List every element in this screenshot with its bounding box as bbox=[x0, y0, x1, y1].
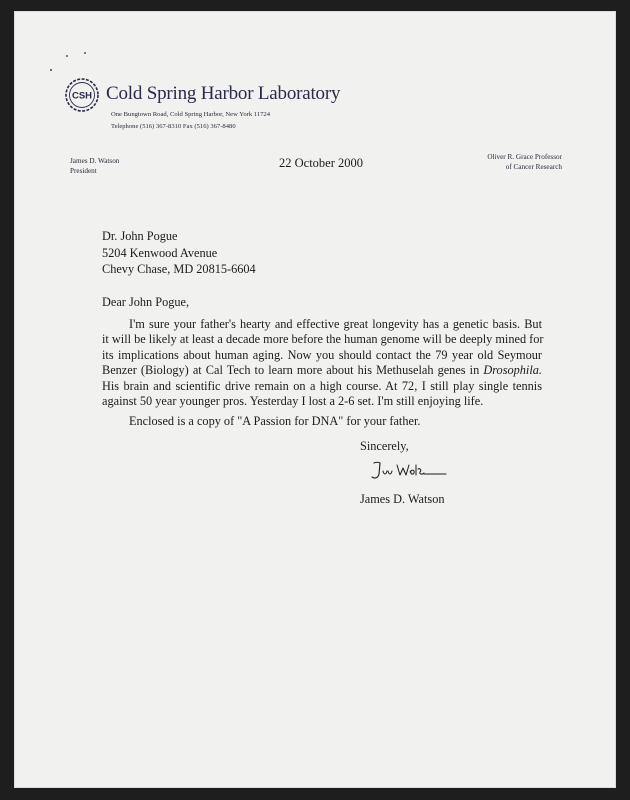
body-line: against 50 year younger pros. Yesterday I lost a 2-6 set. I'm still enjoying life. bbox=[102, 394, 484, 409]
professorship-block bbox=[487, 152, 562, 172]
body-line: I'm sure your father's hearty and effective great longevity has a genetic basis. But bbox=[129, 317, 542, 331]
letter-date: 22 October 2000 bbox=[279, 156, 364, 170]
letter-page bbox=[14, 11, 616, 788]
paper-speck bbox=[84, 52, 86, 54]
organization-name: Cold Spring Harbor Laboratory bbox=[106, 83, 341, 104]
professorship-line-2: of Cancer Research bbox=[505, 163, 562, 171]
recipient-city: Chevy Chase, MD 20815-6604 bbox=[102, 262, 256, 276]
body-paragraph bbox=[102, 317, 542, 409]
professorship-line-1: Oliver R. Grace Professor bbox=[487, 153, 562, 161]
italic-species-name: Drosophila. bbox=[483, 363, 542, 378]
body-line: its implications about human aging. Now you should contact the 79 year old Seymour bbox=[102, 347, 542, 362]
body-line: it will be likely at least a decade more before the human genome will be deeply mined for bbox=[102, 332, 544, 347]
body-line: His brain and scientific drive remain on a high course. At 72, I still play single tennis bbox=[102, 378, 542, 393]
paper-speck bbox=[66, 55, 68, 57]
recipient-name: Dr. John Pogue bbox=[102, 229, 178, 243]
sender-name: James D. Watson bbox=[70, 157, 120, 165]
logo-text: CSH bbox=[71, 90, 93, 102]
handwritten-signature bbox=[370, 459, 450, 481]
enclosure-note: Enclosed is a copy of "A Passion for DNA" for your father. bbox=[129, 414, 421, 428]
organization-address: One Bungtown Road, Cold Spring Harbor, New York 11724 bbox=[111, 111, 271, 118]
organization-telephone: Telephone (516) 367-8310 Fax (516) 367-8480 bbox=[111, 123, 236, 130]
signer-name: James D. Watson bbox=[360, 492, 445, 506]
csh-logo-icon bbox=[64, 77, 100, 113]
body-line-text: Benzer (Biology) at Cal Tech to learn more about his Methuselah genes in bbox=[102, 363, 480, 378]
paper-speck bbox=[50, 69, 52, 71]
recipient-street: 5204 Kenwood Avenue bbox=[102, 245, 218, 260]
body-line bbox=[102, 363, 542, 378]
recipient-address bbox=[102, 228, 256, 278]
closing: Sincerely, bbox=[360, 439, 409, 453]
sender-block bbox=[70, 156, 119, 176]
salutation: Dear John Pogue, bbox=[102, 295, 190, 309]
sender-role: President bbox=[70, 167, 97, 175]
